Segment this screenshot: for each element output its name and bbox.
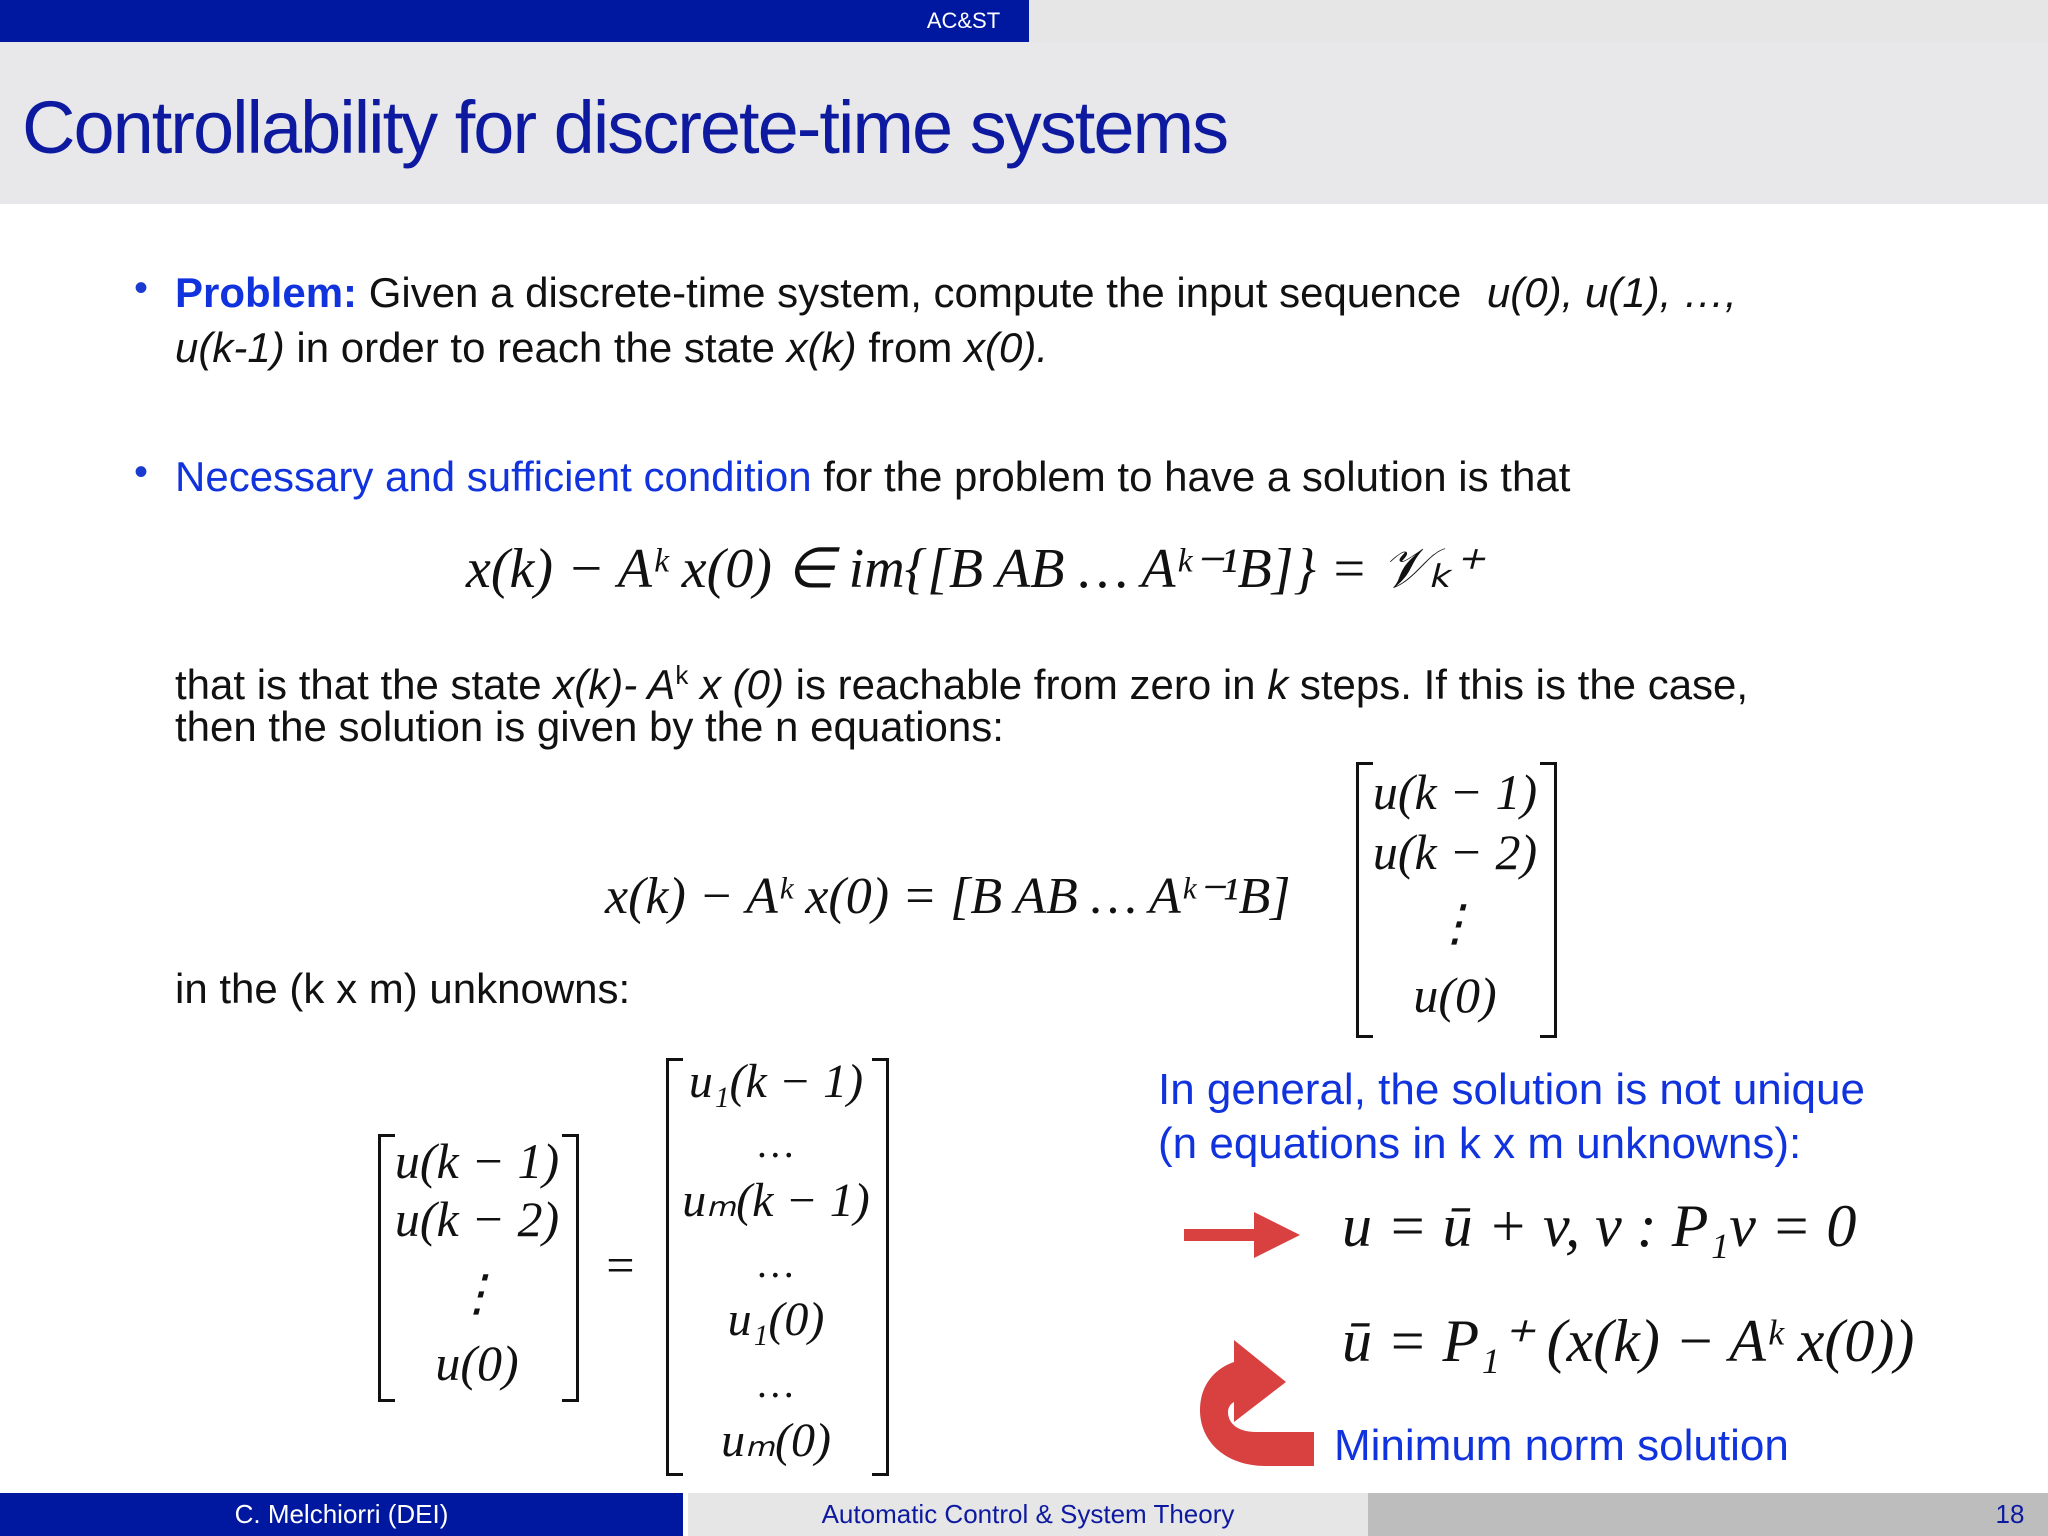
from-text: from — [868, 324, 953, 371]
left-vector-entry: u(k − 2) — [394, 1191, 560, 1247]
right-vector-entry: uₘ(0) — [721, 1414, 831, 1467]
bullet1-text: Given a discrete-time system, compute the input sequence — [368, 269, 1462, 316]
para-sup: k — [675, 660, 689, 690]
unknowns-label: in the (k x m) unknowns: — [175, 965, 631, 1012]
vector-entry: u(k − 1) — [1372, 764, 1538, 820]
uk1: u(k-1) — [175, 324, 285, 371]
note-line1: In general, the solution is not unique — [1158, 1065, 1865, 1114]
left-vector-entry: ⋮ — [452, 1265, 502, 1321]
page-number: 18 — [1995, 1499, 2025, 1529]
right-vector-entry: … — [758, 1241, 794, 1286]
xk-text: x(k) — [786, 324, 857, 371]
left-vector-entry: u(k − 1) — [394, 1133, 560, 1189]
general-solution-equation: u = ū + v, v : P₁v = 0 — [1342, 1193, 1857, 1259]
bullet-dot: • — [134, 450, 149, 494]
left-vector-entry: u(0) — [435, 1335, 519, 1391]
right-vector-entry: u₁(0) — [727, 1293, 825, 1346]
para-state: x(k)- A — [553, 661, 676, 708]
course-tag: AC&ST — [926, 8, 1001, 33]
slide-title: Controllability for discrete-time systems — [22, 86, 1228, 169]
para-text-a: that is that the state — [175, 661, 542, 708]
para-x0: x (0) — [688, 661, 784, 708]
curved-arrow-icon — [1196, 1330, 1316, 1466]
footer-right-bar — [1362, 1493, 2048, 1536]
vector-entry: u(k − 2) — [1372, 824, 1538, 880]
bullet-dot: • — [134, 266, 149, 310]
reachability-equation: x(k) − Aᵏ x(0) ∈ im{[B AB … Aᵏ⁻¹B]} = 𝒱ₖ⁺ — [466, 538, 1482, 600]
bullet1-line1 — [175, 266, 1737, 320]
top-bar-right — [1029, 0, 2048, 42]
problem-label: Problem: — [175, 269, 358, 316]
arrow-right-icon — [1184, 1212, 1300, 1258]
solution-equation: x(k) − Aᵏ x(0) = [B AB … Aᵏ⁻¹B] — [605, 868, 1291, 925]
bullet1-line2 — [175, 321, 1048, 375]
equals-sign: = — [603, 1237, 637, 1293]
x0-text: x(0). — [963, 324, 1048, 371]
right-vector-entry: u₁(k − 1) — [688, 1055, 864, 1108]
footer-author: C. Melchiorri (DEI) — [234, 1499, 449, 1529]
paragraph-line2: then the solution is given by the n equations: — [175, 703, 1004, 750]
min-norm-equation: ū = P₁⁺ (x(k) − Aᵏ x(0)) — [1342, 1308, 1915, 1374]
bullet1-text2: in order to reach the state — [296, 324, 775, 371]
para-k: k — [1267, 661, 1289, 708]
right-vector-entry: uₘ(k − 1) — [682, 1174, 870, 1227]
footer-course: Automatic Control & System Theory — [821, 1499, 1235, 1529]
para-text-e: steps. If this is the case, — [1299, 661, 1749, 708]
para-text-d: is reachable from zero in — [795, 661, 1256, 708]
vector-bracket-right — [1540, 762, 1557, 1038]
bullet2-text: for the problem to have a solution is that — [823, 453, 1571, 500]
right-vector-bracket-right — [872, 1058, 889, 1476]
note-line2: (n equations in k x m unknowns): — [1158, 1119, 1802, 1168]
vector-entry: ⋮ — [1430, 895, 1480, 951]
input-sequence: u(0), u(1), …, — [1486, 269, 1737, 316]
vector-entry: u(0) — [1413, 967, 1497, 1023]
condition-highlight: Necessary and sufficient condition — [175, 453, 812, 500]
bullet2-line — [175, 450, 1570, 504]
top-bar-left — [0, 0, 1029, 42]
right-vector-entry: … — [758, 1121, 794, 1166]
left-vector-bracket-right — [562, 1134, 579, 1402]
minimum-norm-label: Minimum norm solution — [1334, 1421, 1789, 1470]
right-vector-entry: … — [758, 1361, 794, 1406]
